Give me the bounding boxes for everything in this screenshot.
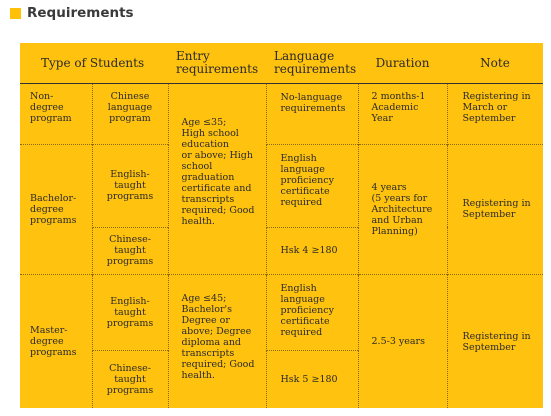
section-header bbox=[10, 4, 134, 22]
program-bachelor-english: English- taught programs bbox=[92, 144, 168, 227]
note-master: Registering in September bbox=[447, 275, 543, 408]
section-title: Requirements bbox=[27, 5, 134, 21]
table-row bbox=[20, 144, 543, 227]
duration-non-degree: 2 months-1 Academic Year bbox=[358, 84, 447, 145]
duration-master: 2.5-3 years bbox=[358, 275, 447, 408]
note-bachelor: Registering in September bbox=[447, 144, 543, 274]
requirements-table-container bbox=[20, 43, 543, 408]
requirements-table bbox=[20, 43, 543, 408]
program-bachelor-chinese: Chinese- taught programs bbox=[92, 227, 168, 275]
header-entry-requirements: Entry requirements bbox=[168, 43, 266, 84]
header-language-requirements: Language requirements bbox=[266, 43, 358, 84]
entry-requirements-undergrad: Age ≤35; High school education or above; High school graduation certificate and transcripts required; Good health. bbox=[168, 84, 266, 275]
language-non-degree: No-language requirements bbox=[266, 84, 358, 145]
category-bachelor-degree: Bachelor- degree programs bbox=[20, 144, 92, 274]
language-bachelor-chinese-hsk4: Hsk 4 ≥180 bbox=[266, 227, 358, 275]
program-master-english: English- taught programs bbox=[92, 275, 168, 351]
accent-square-icon bbox=[10, 8, 21, 19]
language-master-chinese-hsk5: Hsk 5 ≥180 bbox=[266, 350, 358, 408]
table-header-row bbox=[20, 43, 543, 84]
table-row bbox=[20, 275, 543, 351]
header-type-of-students: Type of Students bbox=[20, 43, 168, 84]
language-bachelor-english: English language proficiency certificate required bbox=[266, 144, 358, 227]
category-master-degree: Master- degree programs bbox=[20, 275, 92, 408]
header-duration: Duration bbox=[358, 43, 447, 84]
program-master-chinese: Chinese- taught programs bbox=[92, 350, 168, 408]
category-non-degree: Non- degree program bbox=[20, 84, 92, 145]
table-row bbox=[20, 84, 543, 145]
header-note: Note bbox=[447, 43, 543, 84]
language-master-english: English language proficiency certificate required bbox=[266, 275, 358, 351]
duration-bachelor: 4 years (5 years for Architecture and Urban Planning) bbox=[358, 144, 447, 274]
program-chinese-language: Chinese language program bbox=[92, 84, 168, 145]
note-non-degree: Registering in March or September bbox=[447, 84, 543, 145]
entry-requirements-master: Age ≤45; Bachelor's Degree or above; Degree diploma and transcripts required; Good health. bbox=[168, 275, 266, 408]
